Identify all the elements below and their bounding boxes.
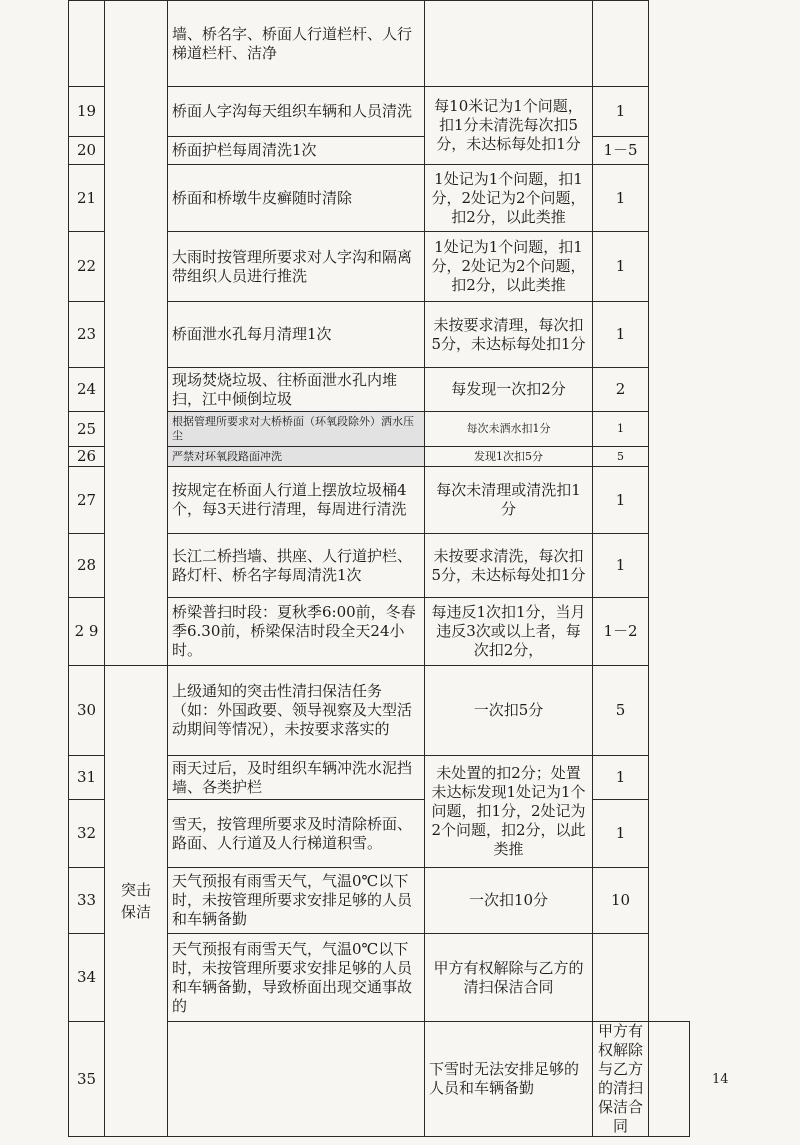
- row-requirement: 上级通知的突击性清扫保洁任务（如：外国政要、领导视察及大型活动期间等情况），未按要求落实的: [168, 666, 425, 756]
- row-requirement: 下雪时无法安排足够的人员和车辆备勤: [425, 1022, 593, 1137]
- row-requirement: 桥面护栏每周清洗1次: [168, 137, 425, 165]
- row-standard: 发现1次扣5分: [425, 447, 593, 467]
- row-number: 35: [69, 1022, 105, 1137]
- row-number: 19: [69, 87, 105, 137]
- category-cell-blank: [105, 1, 168, 666]
- row-standard: 每次未清理或清洗扣1分: [425, 467, 593, 534]
- row-number: 30: [69, 666, 105, 756]
- row-requirement: 桥梁普扫时段：夏秋季6:00前，冬春季6.30前，桥梁保洁时段全天24小时。: [168, 598, 425, 666]
- row-requirement: 严禁对环氧段路面冲洗: [168, 447, 425, 467]
- row-requirement: 墙、桥名字、桥面人行道栏杆、人行梯道栏杆、洁净: [168, 1, 425, 87]
- row-points: 2: [593, 368, 649, 412]
- row-points: 1－2: [593, 598, 649, 666]
- row-standard: 每违反1次扣1分，当月违反3次或以上者，每次扣2分，: [425, 598, 593, 666]
- row-requirement: 桥面泄水孔每月清理1次: [168, 302, 425, 368]
- row-requirement: 根据管理所要求对大桥桥面（环氧段除外）洒水压尘: [168, 412, 425, 447]
- row-points: [593, 1, 649, 87]
- category-label: 突击保洁: [120, 881, 151, 921]
- row-standard: 甲方有权解除与乙方的清扫保洁合同: [593, 1022, 649, 1137]
- table-row: [69, 666, 690, 756]
- table-row: [69, 1, 690, 87]
- row-standard: 甲方有权解除与乙方的清扫保洁合同: [425, 934, 593, 1022]
- row-points: 1: [593, 467, 649, 534]
- category-cell-blank: [168, 1022, 425, 1137]
- row-requirement: 桥面和桥墩牛皮癣随时清除: [168, 165, 425, 232]
- row-points: 1: [593, 800, 649, 868]
- row-points: 5: [593, 666, 649, 756]
- row-requirement: 天气预报有雨雪天气，气温0℃以下时，未按管理所要求安排足够的人员和车辆备勤: [168, 868, 425, 934]
- row-requirement: 现场焚烧垃圾、往桥面泄水孔内堆扫，江中倾倒垃圾: [168, 368, 425, 412]
- row-points: 1: [593, 756, 649, 800]
- row-requirement: 雪天，按管理所要求及时清除桥面、路面、人行道及人行梯道积雪。: [168, 800, 425, 868]
- row-number: 32: [69, 800, 105, 868]
- row-standard: 一次扣10分: [425, 868, 593, 934]
- row-number: 21: [69, 165, 105, 232]
- row-standard: 1处记为1个问题，扣1分，2处记为2个问题，扣2分，以此类推: [425, 165, 593, 232]
- category-cell: [105, 666, 168, 1137]
- row-points: 1－5: [593, 137, 649, 165]
- row-points: 1: [593, 412, 649, 447]
- row-requirement: 桥面人字沟每天组织车辆和人员清洗: [168, 87, 425, 137]
- row-standard: 一次扣5分: [425, 666, 593, 756]
- row-standard: 每发现一次扣2分: [425, 368, 593, 412]
- row-points: [593, 934, 649, 1022]
- row-standard: 未处置的扣2分；处置未达标发现1处记为1个问题，扣1分，2处记为2个问题，扣2分，以此类推: [425, 756, 593, 868]
- row-requirement: 长江二桥挡墙、拱座、人行道护栏、路灯杆、桥名字每周清洗1次: [168, 534, 425, 598]
- row-requirement: 雨天过后，及时组织车辆冲洗水泥挡墙、各类护栏: [168, 756, 425, 800]
- page-number: 14: [712, 1072, 729, 1087]
- row-points: 1: [593, 165, 649, 232]
- row-number: 31: [69, 756, 105, 800]
- row-requirement: 天气预报有雨雪天气，气温0℃以下时，未按管理所要求安排足够的人员和车辆备勤，导致桥面出现交通事故的: [168, 934, 425, 1022]
- row-standard: 每10米记为1个问题，扣1分未清洗每次扣5分，未达标每处扣1分: [425, 87, 593, 165]
- row-number: 28: [69, 534, 105, 598]
- row-number: 23: [69, 302, 105, 368]
- row-points: 1: [593, 87, 649, 137]
- row-requirement: 大雨时按管理所要求对人字沟和隔离带组织人员进行推洗: [168, 232, 425, 302]
- row-points: 5: [593, 447, 649, 467]
- row-number: 20: [69, 137, 105, 165]
- row-standard: 1处记为1个问题，扣1分，2处记为2个问题，扣2分，以此类推: [425, 232, 593, 302]
- row-standard: [425, 1, 593, 87]
- row-points: 10: [593, 868, 649, 934]
- row-standard: 每次未洒水扣1分: [425, 412, 593, 447]
- row-points: 1: [593, 302, 649, 368]
- row-requirement: 按规定在桥面人行道上摆放垃圾桶4个，每3天进行清理，每周进行清洗: [168, 467, 425, 534]
- row-standard: 未按要求清理，每次扣5分，未达标每处扣1分: [425, 302, 593, 368]
- row-number: 26: [69, 447, 105, 467]
- row-number: [69, 1, 105, 87]
- row-number: 34: [69, 934, 105, 1022]
- row-number: 33: [69, 868, 105, 934]
- row-number: 2 9: [69, 598, 105, 666]
- row-number: 24: [69, 368, 105, 412]
- row-number: 22: [69, 232, 105, 302]
- row-standard: 未按要求清洗，每次扣5分，未达标每处扣1分: [425, 534, 593, 598]
- row-number: 27: [69, 467, 105, 534]
- row-points: 1: [593, 534, 649, 598]
- row-points: [649, 1022, 690, 1137]
- row-points: 1: [593, 232, 649, 302]
- scoring-table: [68, 0, 690, 1137]
- row-number: 25: [69, 412, 105, 447]
